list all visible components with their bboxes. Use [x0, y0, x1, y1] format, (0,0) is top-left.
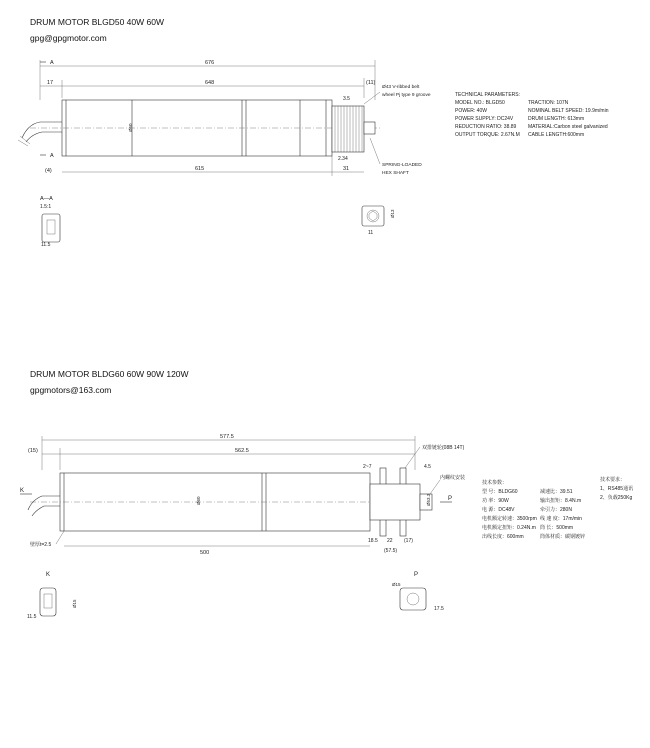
dim-diam-body: Ø50 [128, 123, 133, 132]
drawing2-params [482, 476, 633, 540]
section-a-top: A [50, 60, 54, 66]
dim2-wall: 壁厚t=2.5 [30, 542, 52, 548]
drawing2-view-p [392, 572, 444, 612]
end-view-diam: Ø13 [390, 209, 395, 218]
view-k-arrow: K [20, 488, 25, 494]
drawing2-callout-top: 双排链轮(08B 14T) [422, 445, 465, 451]
section-a-scale: 1.5:1 [40, 204, 52, 210]
drawing2-email: gpgmotors@163.com [30, 385, 112, 395]
param2-m2: 输出扭矩：8.4N.m [540, 498, 582, 504]
param-r1: TRACTION: 107N [528, 100, 569, 106]
param2-m4: 线 速 度：17m/min [540, 516, 582, 522]
dim-d2: 2.34 [338, 156, 348, 162]
drawing1-title: DRUM MOTOR BLGD50 40W 60W [30, 17, 164, 27]
param2-m1: 减速比：39.51 [540, 489, 573, 495]
dim-d1: 3.5 [343, 96, 350, 102]
param-r5: CABLE LENGTH:600mm [528, 132, 585, 138]
drawing2-main-view [20, 434, 465, 556]
dim2-b1: 18.5 [368, 538, 378, 544]
param-l4: POWER SUPPLY: DC24V [455, 116, 514, 122]
dim-body-len: 615 [195, 166, 205, 172]
param2-m5: 筒 长：500mm [540, 525, 574, 531]
param-r4: MATERIAL:Carbon steel galvanized [528, 124, 608, 130]
callout-belt-wheel-1: Ø43 V-ribbed belt [382, 85, 420, 90]
section-a-bottom: A [50, 153, 54, 159]
drawing1-section-a [40, 196, 60, 248]
param-r2: NOMINAL BELT SPEED: 19.9m/min [528, 108, 609, 114]
param2-r2: 1、RS485通讯 [600, 486, 634, 492]
section-a-label: A—A [40, 196, 53, 202]
param2-l2: 型 号：BLDG60 [482, 489, 518, 495]
param2-l1: 技术参数： [482, 480, 508, 486]
param2-l7: 出线长度：600mm [482, 534, 524, 540]
dim-bottom-left: (4) [45, 168, 52, 174]
dim2-body-len: 500 [200, 550, 210, 556]
param2-m3: 牵引力：280N [540, 507, 572, 513]
dim2-b2: 22 [387, 538, 393, 544]
dim-right-offset: (11) [366, 80, 376, 86]
param-r3: DRUM LENGTH: 613mm [528, 116, 585, 122]
drawing1-main-view [18, 60, 431, 176]
param2-l3: 功 率：90W [482, 498, 509, 504]
dim2-b3: (17) [404, 538, 413, 544]
param-l5: REDUCTION RATIO: 38.89 [455, 124, 517, 130]
view-p-width: 17.5 [434, 606, 444, 612]
end-view-width: 11 [368, 230, 374, 236]
view-p-diam: Ø15 [392, 582, 401, 587]
view-k-diam: Ø15 [72, 599, 77, 608]
dim2-b4: (57.5) [384, 548, 398, 554]
view-p-arrow: P [448, 496, 453, 502]
param2-r3: 2、负载250Kg [600, 495, 633, 501]
dim2-flange2: 4.5 [424, 464, 431, 470]
view-p-label: P [414, 572, 419, 578]
dim2-left-offset: (15) [28, 448, 38, 454]
param-l2: MODEL NO.: BLGD50 [455, 100, 505, 106]
param-l6: OUTPUT TORQUE: 2.67N.M [455, 132, 520, 138]
dim-shaft-len: 31 [343, 166, 350, 172]
callout-hex-1: SPRING-LOADED [382, 163, 422, 168]
dim-left-offset: 17 [47, 80, 54, 86]
drawing1-email: gpg@gpgmotor.com [30, 33, 107, 43]
param2-r1: 技术要求： [600, 477, 626, 483]
view-k-label: K [46, 572, 51, 578]
param2-l4: 电 源：DC48V [482, 507, 515, 513]
drawing1-end-view [362, 206, 395, 236]
drawing2-callout-mid: 内螺纹安装 [440, 475, 466, 481]
dim2-diam-end: Ø53.3 [426, 493, 431, 506]
dim2-length: 562.5 [235, 448, 249, 454]
param-l1: TECHNICAL PARAMETERS: [455, 92, 521, 98]
param2-l5: 电机额定转速：3500rpm [482, 516, 537, 522]
drawing1-params [455, 92, 609, 138]
param2-m6: 筒体材质：碳钢镀锌 [540, 534, 586, 540]
dim2-flange: 2~7 [363, 464, 372, 470]
callout-belt-wheel-2: wheel Pj type 9 groove [382, 93, 431, 98]
param2-l6: 电机额定扭矩：0.24N.m [482, 525, 536, 531]
drawing2-title: DRUM MOTOR BLDG60 60W 90W 120W [30, 369, 189, 379]
drawing2-view-k [27, 572, 77, 620]
dim-length: 648 [205, 80, 215, 86]
section-a-width: 11.5 [41, 242, 51, 248]
dim-overall: 676 [205, 60, 215, 66]
dim2-overall: 577.5 [220, 434, 234, 440]
param-l3: POWER: 40W [455, 108, 487, 114]
dim2-diam-body: Ø60 [196, 496, 201, 505]
view-k-width: 11.5 [27, 614, 37, 620]
callout-hex-2: HEX SHAFT [382, 171, 409, 176]
